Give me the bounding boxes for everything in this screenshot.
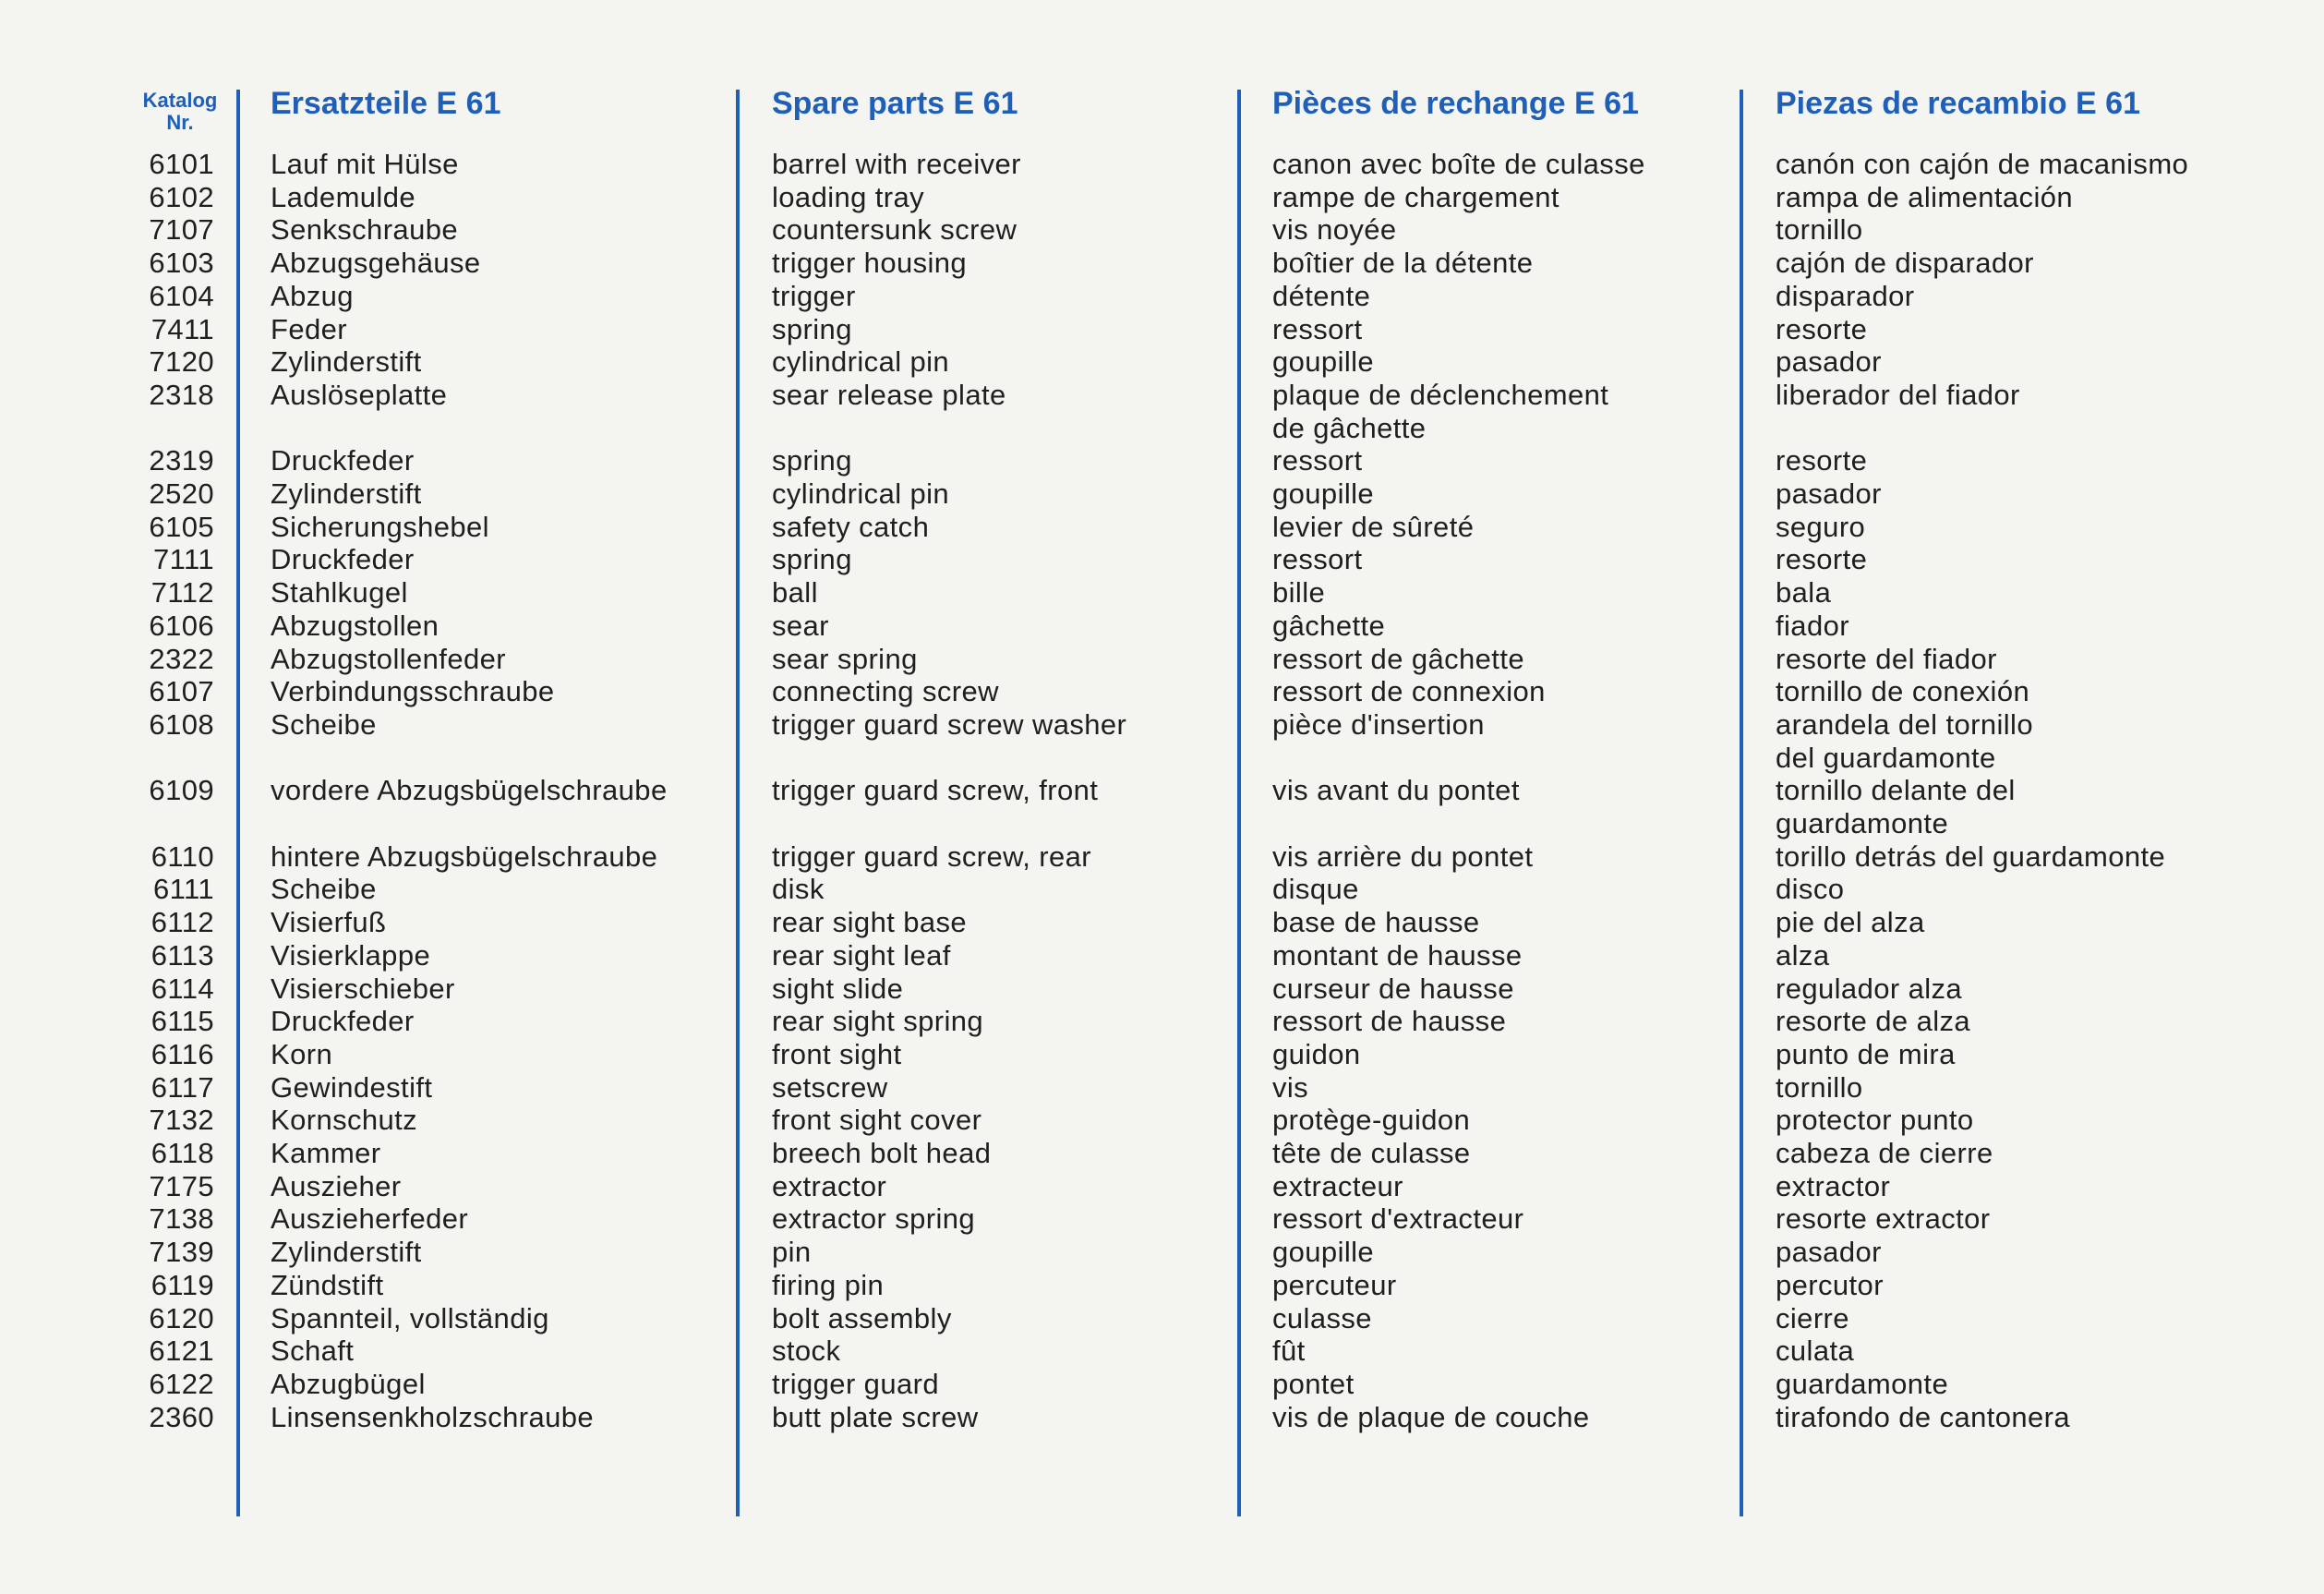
part-name-en: setscrew — [772, 1070, 888, 1104]
column-divider-de — [236, 90, 240, 1516]
part-name-en: trigger guard — [772, 1367, 939, 1400]
catalog-number: 6122 — [149, 1367, 214, 1400]
part-name-en: front sight — [772, 1037, 902, 1070]
part-name-de: Korn — [271, 1037, 333, 1070]
catalog-number: 2360 — [149, 1400, 214, 1433]
catalog-number: 6121 — [149, 1334, 214, 1368]
part-name-fr: vis noyée — [1272, 213, 1397, 247]
catalog-number: 2319 — [149, 444, 214, 477]
part-name-en: trigger guard screw, front — [772, 774, 1099, 807]
catalog-number: 7111 — [153, 543, 214, 576]
part-name-de: Druckfeder — [271, 1005, 415, 1038]
part-name-de: Zylinderstift — [271, 477, 422, 510]
catalog-number: 7411 — [151, 312, 214, 345]
part-name-de: Abzugstollen — [271, 609, 440, 642]
catalog-number: 6110 — [151, 839, 214, 873]
part-name-fr: culasse — [1272, 1301, 1372, 1334]
catalog-number: 6103 — [149, 247, 214, 280]
part-name-es: resorte del fiador — [1776, 642, 1997, 675]
part-name-en: sear — [772, 609, 829, 642]
part-name-de: Feder — [271, 312, 347, 345]
part-name-fr: vis arrière du pontet — [1272, 839, 1534, 873]
part-name-en: cylindrical pin — [772, 477, 950, 510]
part-name-es: resorte — [1776, 312, 1868, 345]
part-name-de: vordere Abzugsbügelschraube — [271, 774, 668, 807]
part-name-de: Stahlkugel — [271, 576, 408, 610]
part-name-de: Abzugstollenfeder — [271, 642, 506, 675]
part-name-en: sight slide — [772, 972, 904, 1005]
part-name-fr: percuteur — [1272, 1268, 1397, 1301]
heading-german: Ersatzteile E 61 — [271, 86, 501, 121]
part-name-de: Spannteil, vollständig — [271, 1301, 549, 1334]
part-name-de: Linsensenkholzschraube — [271, 1400, 595, 1433]
part-name-fr: vis de plaque de couche — [1272, 1400, 1590, 1433]
catalog-number: 6104 — [149, 279, 214, 312]
part-name-en: firing pin — [772, 1268, 885, 1301]
part-name-fr: ressort de hausse — [1272, 1005, 1507, 1038]
part-name-fr: ressort — [1272, 312, 1363, 345]
part-name-es: liberador del fiador — [1776, 378, 2020, 411]
part-name-fr: pièce d'insertion — [1272, 707, 1485, 741]
part-name-fr: vis — [1272, 1070, 1309, 1104]
part-name-fr: levier de sûreté — [1272, 510, 1475, 543]
heading-english: Spare parts E 61 — [772, 86, 1018, 121]
catalog-number: 2318 — [149, 378, 214, 411]
catalog-number: 7107 — [149, 213, 214, 247]
part-name-es: cierre — [1776, 1301, 1849, 1334]
part-name-fr: goupille — [1272, 345, 1375, 379]
part-name-es: culata — [1776, 1334, 1855, 1368]
part-name-en: trigger guard screw, rear — [772, 839, 1091, 873]
part-name-en: extractor spring — [772, 1202, 976, 1236]
catalog-number: 7112 — [151, 576, 214, 610]
catalog-number: 6113 — [151, 938, 214, 972]
part-name-es: resorte — [1776, 543, 1868, 576]
part-name-de: Zylinderstift — [271, 1236, 422, 1269]
part-name-es: pasador — [1776, 1236, 1882, 1269]
part-name-fr: vis avant du pontet — [1272, 774, 1520, 807]
column-divider-en — [736, 90, 740, 1516]
column-divider-es — [1740, 90, 1743, 1516]
part-name-fr: rampe de chargement — [1272, 180, 1559, 213]
part-name-es: percutor — [1776, 1268, 1884, 1301]
part-name-de: Druckfeder — [271, 444, 415, 477]
part-name-en: bolt assembly — [772, 1301, 952, 1334]
part-name-de: Kornschutz — [271, 1104, 418, 1137]
part-name-de: Visierschieber — [271, 972, 455, 1005]
heading-spanish: Piezas de recambio E 61 — [1776, 86, 2140, 121]
column-divider-fr — [1237, 90, 1241, 1516]
part-name-es: tornillo — [1776, 213, 1863, 247]
part-name-fr: montant de hausse — [1272, 938, 1523, 972]
part-name-de: Abzug — [271, 279, 354, 312]
catalog-number: 7120 — [149, 345, 214, 379]
part-name-es: fiador — [1776, 609, 1849, 642]
part-name-de: Druckfeder — [271, 543, 415, 576]
catalog-number: 7138 — [149, 1202, 214, 1236]
part-name-fr: ressort d'extracteur — [1272, 1202, 1524, 1236]
part-name-en: breech bolt head — [772, 1137, 992, 1169]
part-name-es: tornillo de conexión — [1776, 675, 2030, 708]
part-name-en: barrel with receiver — [772, 148, 1021, 180]
part-name-en: spring — [772, 312, 852, 345]
catalog-number: 6108 — [149, 707, 214, 741]
part-name-es: rampa de alimentación — [1776, 180, 2074, 213]
part-name-en: sear spring — [772, 642, 918, 675]
part-name-en: rear sight base — [772, 906, 968, 939]
heading-french: Pièces de rechange E 61 — [1272, 86, 1639, 121]
catalog-number: 6102 — [149, 180, 214, 213]
part-name-fr: goupille — [1272, 1236, 1375, 1269]
catalog-number: 6117 — [151, 1070, 214, 1104]
part-name-es-continued: del guardamonte — [1776, 741, 1996, 774]
part-name-de: Lauf mit Hülse — [271, 148, 459, 180]
part-name-fr: disque — [1272, 873, 1359, 906]
part-name-es: pasador — [1776, 345, 1882, 379]
part-name-fr: tête de culasse — [1272, 1137, 1471, 1169]
part-name-fr: boîtier de la détente — [1272, 247, 1534, 280]
part-name-de: Auszieher — [271, 1169, 402, 1202]
part-name-en: disk — [772, 873, 825, 906]
part-name-de: Senkschraube — [271, 213, 458, 247]
catalog-number: 6118 — [151, 1137, 214, 1169]
part-name-fr: ressort — [1272, 444, 1363, 477]
part-name-es: resorte extractor — [1776, 1202, 1991, 1236]
part-name-es-continued: guardamonte — [1776, 807, 1949, 839]
part-name-es: guardamonte — [1776, 1367, 1949, 1400]
catalog-number-header — [138, 90, 222, 134]
part-name-en: pin — [772, 1236, 812, 1269]
part-name-en: rear sight spring — [772, 1005, 984, 1038]
part-name-es: seguro — [1776, 510, 1866, 543]
part-name-de: Auszieherfeder — [271, 1202, 469, 1236]
part-name-en: spring — [772, 444, 852, 477]
part-name-en: trigger housing — [772, 247, 968, 280]
part-name-fr: bille — [1272, 576, 1326, 610]
catalog-number: 6111 — [153, 873, 214, 906]
part-name-fr: plaque de déclenchement — [1272, 378, 1609, 411]
catalog-number: 6107 — [149, 675, 214, 708]
part-name-en: spring — [772, 543, 852, 576]
catalog-number: 7139 — [149, 1236, 214, 1269]
part-name-de: hintere Abzugsbügelschraube — [271, 839, 658, 873]
part-name-es: tornillo — [1776, 1070, 1863, 1104]
part-name-es: torillo detrás del guardamonte — [1776, 839, 2166, 873]
catalog-number: 6101 — [149, 148, 214, 180]
part-name-fr: curseur de hausse — [1272, 972, 1514, 1005]
part-name-es: tirafondo de cantonera — [1776, 1400, 2071, 1433]
number-label: Nr. — [166, 111, 194, 134]
part-name-es: arandela del tornillo — [1776, 707, 2033, 741]
part-name-fr: goupille — [1272, 477, 1375, 510]
part-name-es: canón con cajón de macanismo — [1776, 148, 2189, 180]
catalog-number: 6115 — [151, 1005, 214, 1038]
part-name-de: Kammer — [271, 1137, 381, 1169]
part-name-es: resorte de alza — [1776, 1005, 1971, 1038]
part-name-es: disparador — [1776, 279, 1915, 312]
part-name-de: Zylinderstift — [271, 345, 422, 379]
part-name-de: Visierklappe — [271, 938, 431, 972]
catalog-number: 6109 — [149, 774, 214, 807]
part-name-de: Schaft — [271, 1334, 355, 1368]
part-name-de: Verbindungsschraube — [271, 675, 555, 708]
part-name-de: Scheibe — [271, 707, 377, 741]
part-name-fr: extracteur — [1272, 1169, 1403, 1202]
part-name-fr: gâchette — [1272, 609, 1386, 642]
part-name-en: countersunk screw — [772, 213, 1018, 247]
catalog-number: 2322 — [149, 642, 214, 675]
catalog-number: 2520 — [149, 477, 214, 510]
catalog-number: 6114 — [151, 972, 214, 1005]
part-name-en: loading tray — [772, 180, 925, 213]
part-name-en: extractor — [772, 1169, 887, 1202]
catalog-number: 6105 — [149, 510, 214, 543]
part-name-en: connecting screw — [772, 675, 999, 708]
part-name-es: extractor — [1776, 1169, 1891, 1202]
part-name-en: butt plate screw — [772, 1400, 979, 1433]
part-name-de: Gewindestift — [271, 1070, 433, 1104]
part-name-fr: protège-guidon — [1272, 1104, 1471, 1137]
catalog-number: 6112 — [151, 906, 214, 939]
part-name-es: cajón de disparador — [1776, 247, 2034, 280]
part-name-de: Zündstift — [271, 1268, 384, 1301]
part-name-en: sear release plate — [772, 378, 1006, 411]
part-name-fr: fût — [1272, 1334, 1306, 1368]
part-name-en: stock — [772, 1334, 841, 1368]
part-name-es: resorte — [1776, 444, 1868, 477]
part-name-en: trigger — [772, 279, 856, 312]
part-name-en: cylindrical pin — [772, 345, 950, 379]
catalog-number: 6106 — [149, 609, 214, 642]
catalog-number: 6119 — [151, 1268, 214, 1301]
part-name-es: disco — [1776, 873, 1845, 906]
part-name-es: protector punto — [1776, 1104, 1974, 1137]
part-name-fr: canon avec boîte de culasse — [1272, 148, 1645, 180]
part-name-de: Scheibe — [271, 873, 377, 906]
part-name-fr-continued: de gâchette — [1272, 411, 1427, 444]
part-name-es: cabeza de cierre — [1776, 1137, 1993, 1169]
part-name-es: pie del alza — [1776, 906, 1925, 939]
catalog-number: 6116 — [151, 1037, 214, 1070]
part-name-de: Visierfuß — [271, 906, 387, 939]
part-name-en: trigger guard screw washer — [772, 707, 1127, 741]
part-name-fr: ressort de gâchette — [1272, 642, 1524, 675]
part-name-es: tornillo delante del — [1776, 774, 2016, 807]
catalog-number: 6120 — [149, 1301, 214, 1334]
part-name-de: Auslöseplatte — [271, 378, 448, 411]
part-name-de: Abzugsgehäuse — [271, 247, 481, 280]
part-name-fr: ressort de connexion — [1272, 675, 1546, 708]
part-name-es: pasador — [1776, 477, 1882, 510]
part-name-es: bala — [1776, 576, 1832, 610]
part-name-fr: détente — [1272, 279, 1371, 312]
catalog-number: 7175 — [149, 1169, 214, 1202]
part-name-en: safety catch — [772, 510, 930, 543]
part-name-de: Lademulde — [271, 180, 415, 213]
catalog-number: 7132 — [149, 1104, 214, 1137]
part-name-es: punto de mira — [1776, 1037, 1956, 1070]
part-name-es: regulador alza — [1776, 972, 1963, 1005]
part-name-de: Abzugbügel — [271, 1367, 426, 1400]
part-name-en: ball — [772, 576, 818, 610]
part-name-fr: guidon — [1272, 1037, 1361, 1070]
part-name-fr: ressort — [1272, 543, 1363, 576]
part-name-de: Sicherungshebel — [271, 510, 489, 543]
part-name-fr: base de hausse — [1272, 906, 1480, 939]
part-name-en: front sight cover — [772, 1104, 982, 1137]
part-name-en: rear sight leaf — [772, 938, 951, 972]
part-name-es: alza — [1776, 938, 1830, 972]
catalog-label: Katalog — [142, 89, 218, 112]
part-name-fr: pontet — [1272, 1367, 1355, 1400]
